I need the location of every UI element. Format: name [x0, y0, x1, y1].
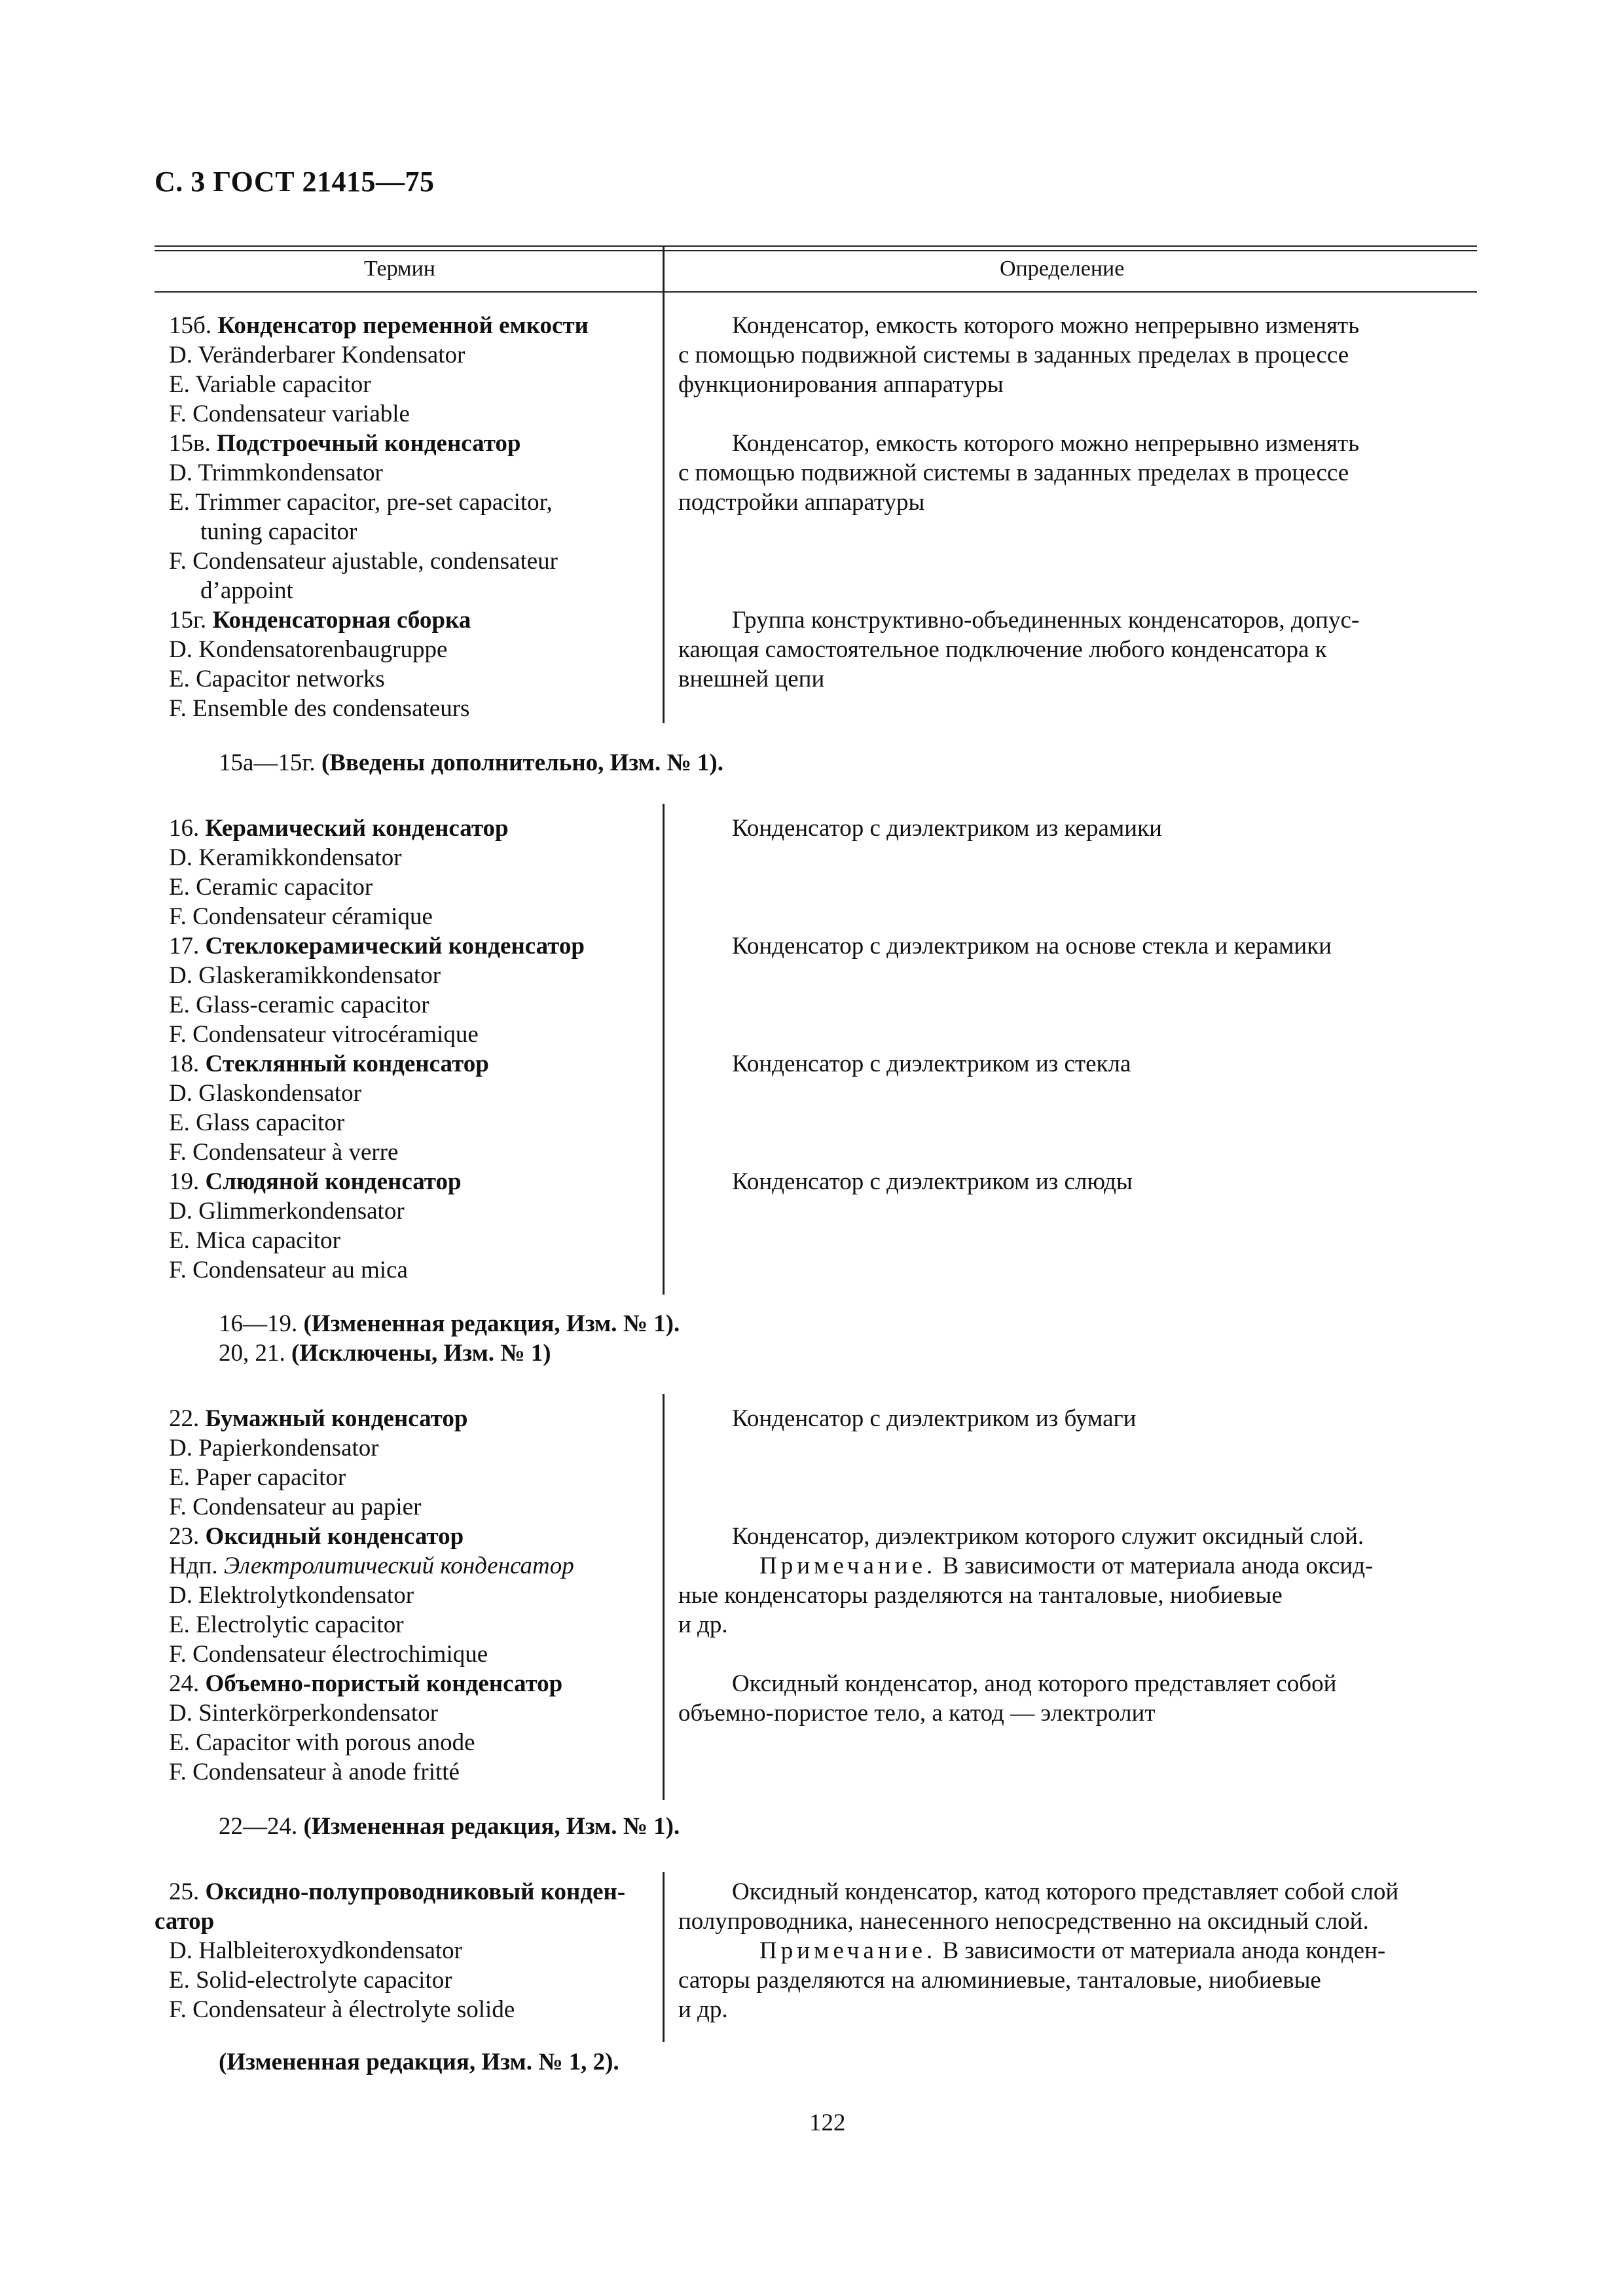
definition-24: Оксидный конденсатор, анод которого представляет собой объемно-пористое тело, а катод — электролит — [678, 1670, 1337, 1727]
amendment-note: (Измененная редакция, Изм. № 1, 2). — [219, 2049, 619, 2075]
column-divider — [663, 1872, 665, 2042]
definition-15b: Конденсатор, емкость которого можно непрерывно изменять с помощью подвижной системы в заданных пределах в процессе функционирования аппаратуры — [678, 312, 1360, 398]
definition-19: Конденсатор с диэлектриком из слюды — [732, 1168, 1133, 1195]
amendment-note: 20, 21. (Исключены, Изм. № 1) — [219, 1340, 551, 1367]
definition-25: Оксидный конденсатор, катод которого представляет собой слой полупроводника, нанесенного непосредственно на оксидный слой. Примечание. В зависимости от материала анода конден- саторы разделяются на алюминиевые, танталовые, ниобиевые и др. — [678, 1878, 1399, 2023]
term-23: 23. Оксидный конденсатор — [169, 1523, 464, 1550]
term-15v: 15в. Подстроечный конденсатор — [169, 430, 521, 457]
term-22: 22. Бумажный конденсатор — [169, 1405, 468, 1432]
table-header-rule — [155, 291, 1477, 293]
page-title: С. 3 ГОСТ 21415—75 — [155, 166, 435, 198]
definition-15g: Группа конструктивно-объединенных конденсаторов, допус- кающая самостоятельное подключение любого конденсатора к внешней цепи — [678, 607, 1360, 692]
term-block-16-19: 16. Керамический конденсатор D. Keramikkondensator E. Ceramic capacitor F. Condensateur céramique 17. Стеклокерамический конденсатор D. Glaskeramikkondensator E. Glass-ceramic capacitor F. Condensateur vitrocéramique 18. Стеклянный конденсатор D. Glaskondensator E. Glass capacitor F. Condensateur à verre 19. Слюдяной конденсатор D. Glimmerkondensator E. Mica capacitor F. Condensateur au mica — [169, 814, 653, 1285]
term-25: 25. Оксидно-полупроводниковый конден- — [169, 1878, 626, 1905]
term-15b: 15б. Конденсатор переменной емкости — [169, 312, 589, 339]
term-fr: F. Ensemble des condensateurs — [169, 695, 470, 722]
term-fr-cont: d’appoint — [200, 577, 293, 604]
term-block-22-24: 22. Бумажный конденсатор D. Papierkondensator E. Paper capacitor F. Condensateur au papier 23. Оксидный конденсатор Ндп. Электролитический конденсатор D. Elektrolytkondensator E. Electrolytic capacitor F. Condensateur électrochimique 24. Объемно-пористый конденсатор D. Sinterkörperkondensator E. Capacitor with porous anode F. Condensateur à anode fritté — [169, 1404, 653, 1787]
term-block-25: 25. Оксидно-полупроводниковый конден- сатор D. Halbleiteroxydkondensator E. Solid-electrolyte capacitor F. Condensateur à électrolyte solide — [155, 1877, 639, 2024]
term-de: D. Veränderbarer Kondensator — [169, 342, 465, 368]
column-header-term: Термин — [364, 257, 435, 281]
amendment-note: 16—19. (Измененная редакция, Изм. № 1). — [219, 1310, 680, 1337]
term-de: D. Trimmkondensator — [169, 459, 383, 486]
term-de: D. Kondensatorenbaugruppe — [169, 636, 448, 663]
amendment-note: 22—24. (Измененная редакция, Изм. № 1). — [219, 1813, 680, 1840]
term-19: 19. Слюдяной конденсатор — [169, 1168, 462, 1195]
definition-17: Конденсатор с диэлектриком на основе стекла и керамики — [732, 933, 1332, 960]
column-divider — [663, 1394, 665, 1800]
table-top-rule — [155, 245, 1477, 247]
definition-23: Конденсатор, диэлектриком которого служит оксидный слой. Примечание. В зависимости от материала анода оксид- ные конденсаторы разделяются на танталовые, ниобиевые и др. — [678, 1523, 1374, 1638]
term-17: 17. Стеклокерамический конденсатор — [169, 933, 585, 960]
term-15g: 15г. Конденсаторная сборка — [169, 607, 471, 634]
definition-18: Конденсатор с диэлектриком из стекла — [732, 1050, 1131, 1077]
term-en: E. Trimmer capacitor, pre-set capacitor, — [169, 489, 553, 516]
page-number: 122 — [809, 2109, 846, 2136]
table-top-rule-2 — [155, 250, 1477, 251]
term-16: 16. Керамический конденсатор — [169, 815, 509, 842]
term-en: E. Variable capacitor — [169, 371, 371, 398]
term-fr: F. Condensateur ajustable, condensateur — [169, 548, 558, 575]
term-en-cont: tuning capacitor — [200, 518, 357, 545]
term-18: 18. Стеклянный конденсатор — [169, 1050, 489, 1077]
definition-16: Конденсатор с диэлектриком из керамики — [732, 815, 1162, 842]
amendment-note: 15а—15г. (Введены дополнительно, Изм. № 1). — [219, 749, 723, 776]
definition-22: Конденсатор с диэлектриком из бумаги — [732, 1405, 1137, 1432]
term-24: 24. Объемно-пористый конденсатор — [169, 1670, 563, 1697]
term-fr: F. Condensateur variable — [169, 401, 410, 427]
term-23-ndp: Ндп. Электролитический конденсатор — [169, 1552, 574, 1579]
definition-15v: Конденсатор, емкость которого можно непрерывно изменять с помощью подвижной системы в заданных пределах в процессе подстройки аппаратуры — [678, 430, 1360, 516]
column-divider — [663, 804, 665, 1295]
column-divider — [663, 245, 665, 723]
column-header-definition: Определение — [1000, 257, 1125, 281]
term-block-15 — [169, 311, 653, 723]
term-en: E. Capacitor networks — [169, 666, 385, 692]
